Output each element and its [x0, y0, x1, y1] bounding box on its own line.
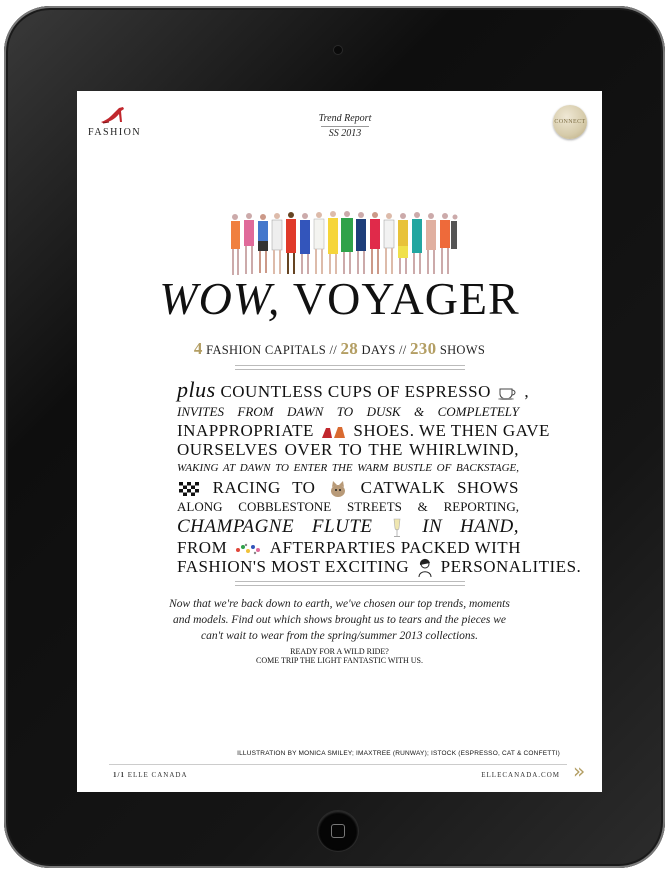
connect-button[interactable]: CONNECT — [553, 105, 587, 139]
trend-report-label: Trend Report SS 2013 — [318, 113, 372, 139]
cat-icon — [329, 481, 347, 497]
double-chevron-right-icon[interactable]: » — [573, 759, 586, 783]
magazine-page — [77, 91, 602, 792]
shoes-icon — [321, 424, 347, 440]
runway-models-image — [227, 209, 457, 279]
footer-divider — [109, 764, 567, 765]
camera-icon — [334, 46, 342, 54]
checkered-flag-icon — [179, 482, 199, 496]
page-title: WOW, VOYAGER — [159, 273, 520, 324]
personality-sketch-icon — [416, 558, 434, 578]
home-button[interactable] — [318, 811, 358, 851]
section-label[interactable]: FASHION — [88, 127, 142, 138]
ipad-frame — [4, 6, 665, 868]
divider — [235, 581, 465, 586]
page-number: 1/1 ELLE CANADA — [113, 771, 188, 779]
divider — [235, 365, 465, 370]
high-heel-shoe-icon — [99, 105, 129, 125]
champagne-flute-icon — [392, 518, 402, 538]
photo-credit: ILLUSTRATION BY MONICA SMILEY; IMAXTREE (RUNWAY); ISTOCK (ESPRESSO, CAT & CONFETTI) — [237, 750, 560, 757]
intro-paragraph: Now that we're back down to earth, we've chosen our top trends, moments and models. Find out which shows brought us to tears and the pieces we can't wait to wear from the spring/summer 2013 collections. — [169, 598, 510, 642]
page-header — [77, 91, 602, 151]
story-text: plus COUNTLESS CUPS OF ESPRESSO , INVITES FROM DAWN TO DUSK & COMPLETELY INAPPROPRIATE SHOES. WE THEN GAVE OURSELVES OVER TO THE WHIRLWIND, WAKING AT DAWN TO ENTER THE WARM BUSTLE OF BACKSTAGE, RACING TO CATWALK SHOWS ALONG COBBLESTONE STREETS & REPORTING, CHAMPAGNE FLUTE IN HAND, FROM AFTERPARTIES PACKED WITH FASHION'S MOST EXCITING PERSONALITIES. — [177, 378, 519, 576]
confetti-icon — [234, 542, 264, 556]
site-link[interactable]: ELLECANADA.COM — [481, 771, 560, 779]
call-to-action: READY FOR A WILD RIDE? COME TRIP THE LIGHT FANTASTIC WITH US. — [256, 647, 423, 665]
stats-line: 4 FASHION CAPITALS // 28 DAYS // 230 SHOWS — [193, 339, 486, 358]
espresso-cup-icon — [498, 386, 518, 400]
